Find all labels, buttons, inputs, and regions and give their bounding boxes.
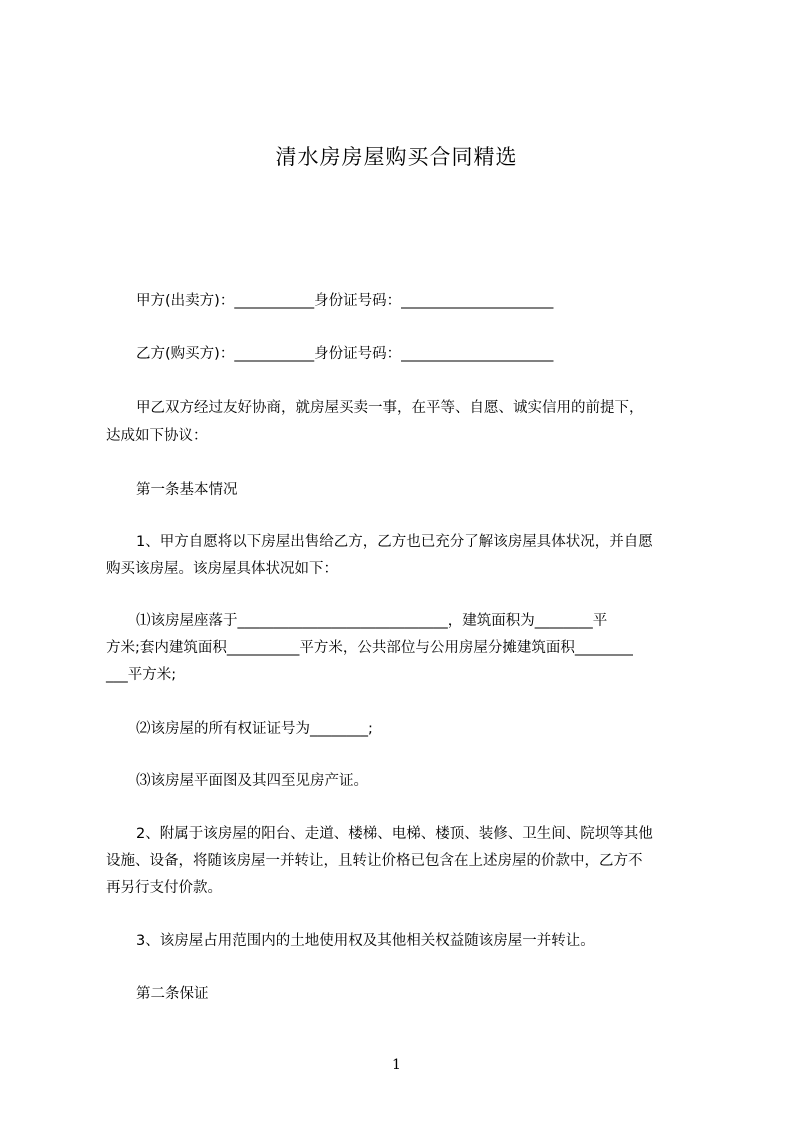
preamble-line-1: 甲乙双方经过友好协商，就房屋买卖一事，在平等、自愿、诚实信用的前提下， (136, 400, 644, 416)
clause-2-line-3: 再另行支付价款。 (106, 880, 222, 896)
party-a-line: 甲方(出卖方)：___________身份证号码：_____________________ (136, 293, 554, 309)
item-1-line-2: 方米;套内建筑面积__________平方米，公共部位与公用房屋分摊建筑面积________ (106, 640, 633, 656)
document-title: 清水房房屋购买合同精选 (275, 145, 518, 169)
item-1-line-3: ___平方米; (106, 667, 177, 683)
article-1-heading: 第一条基本情况 (136, 482, 238, 498)
clause-1-line-2: 购买该房屋。该房屋具体状况如下： (106, 561, 338, 577)
article-2-heading: 第二条保证 (136, 986, 209, 1002)
clause-3-line: 3、该房屋占用范围内的土地使用权及其他相关权益随该房屋一并转让。 (136, 933, 595, 949)
item-1-line-1: ⑴该房屋座落于_____________________________，建筑面积为________平 (136, 613, 608, 629)
clause-1-line-1: 1、甲方自愿将以下房屋出售给乙方，乙方也已充分了解该房屋具体状况，并自愿 (136, 534, 653, 550)
clause-2-line-2: 设施、设备，将随该房屋一并转让，且转让价格已包含在上述房屋的价款中，乙方不 (106, 853, 643, 869)
preamble-line-2: 达成如下协议： (106, 428, 208, 444)
page-number: 1 (392, 1057, 401, 1073)
item-3-line: ⑶该房屋平面图及其四至见房产证。 (136, 773, 368, 789)
party-b-line: 乙方(购买方)：___________身份证号码：_____________________ (136, 346, 554, 362)
clause-2-line-1: 2、附属于该房屋的阳台、走道、楼梯、电梯、楼顶、装修、卫生间、院坝等其他 (136, 826, 653, 842)
item-2-line: ⑵该房屋的所有权证证号为________; (136, 721, 373, 737)
